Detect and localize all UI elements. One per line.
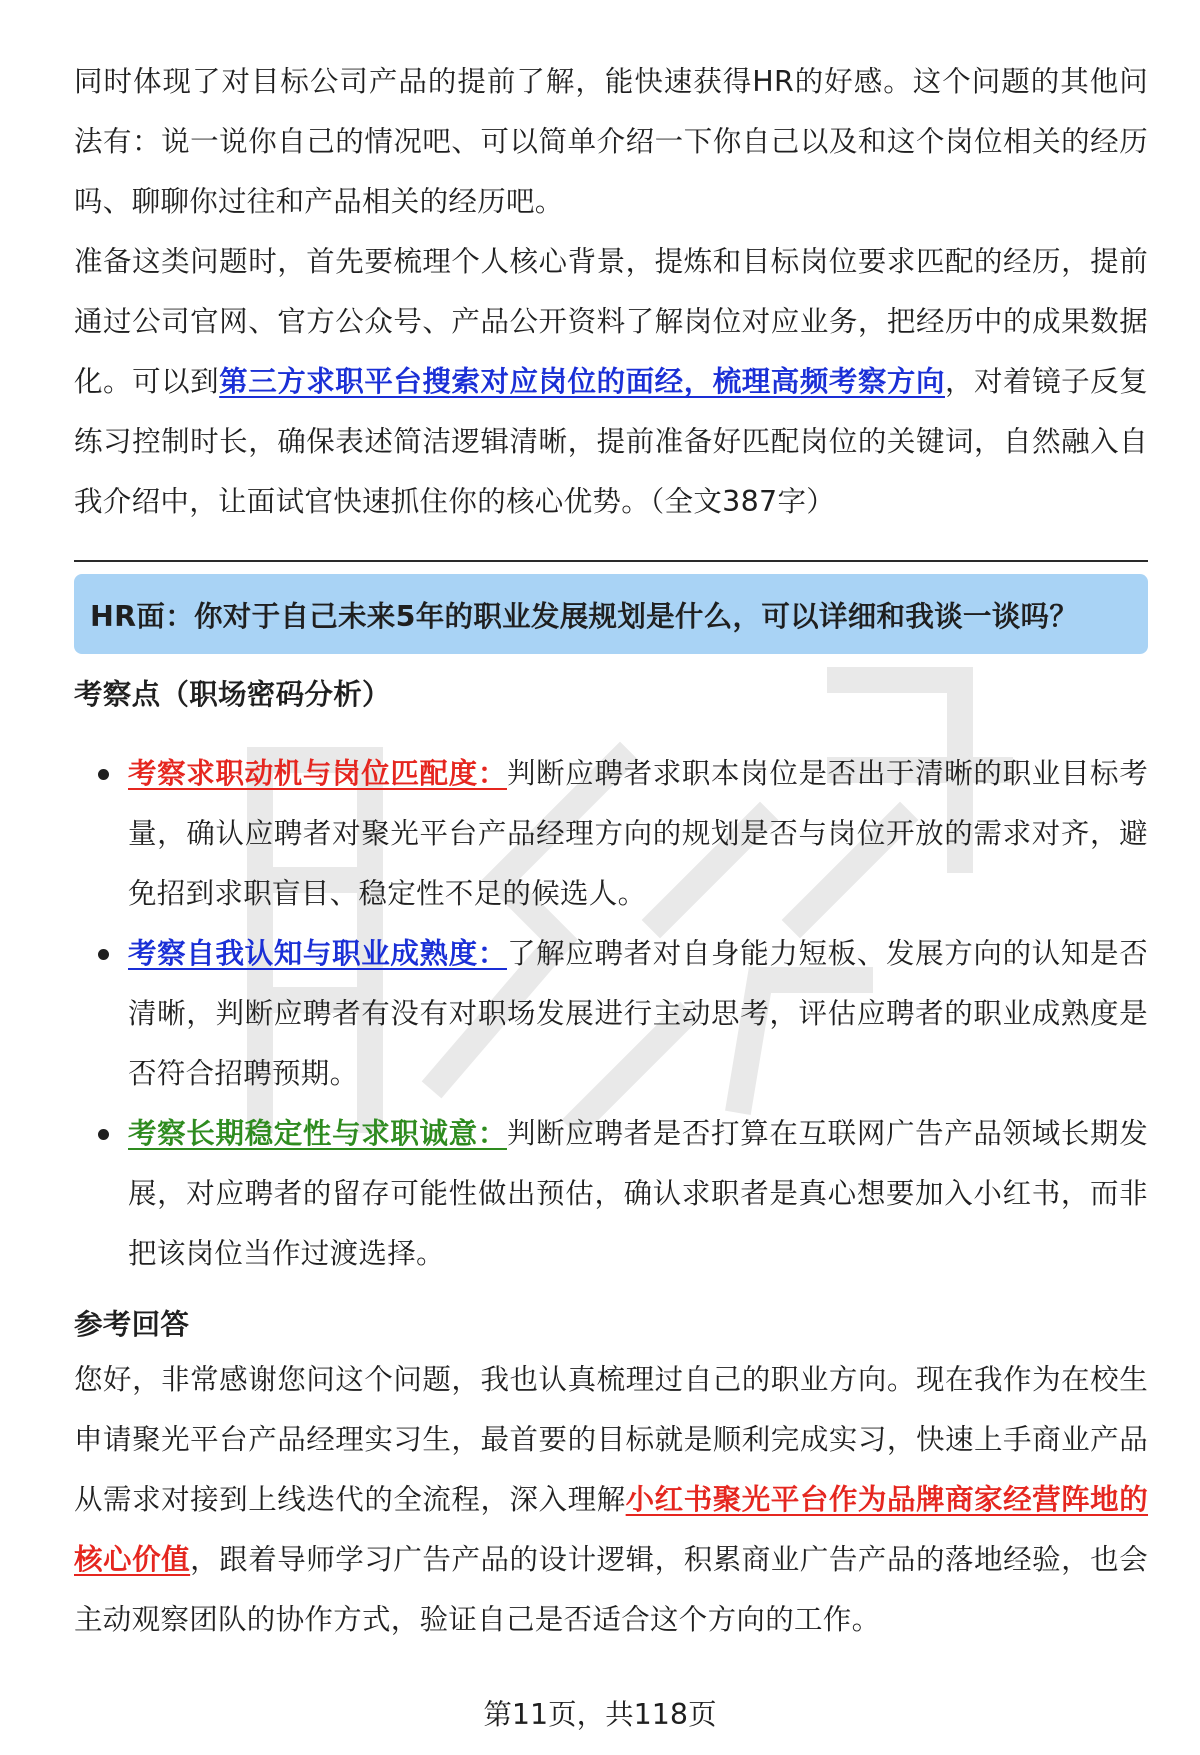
question-text: HR面：你对于自己未来5年的职业发展规划是什么，可以详细和我谈一谈吗？	[90, 599, 1079, 633]
answer-text-after: ，跟着导师学习广告产品的设计逻辑，积累商业广告产品的落地经验，也会主动观察团队的协作方式，验证自己是否适合这个方向的工作。	[74, 1543, 1149, 1636]
exam-points-heading: 考察点（职场密码分析）	[74, 678, 391, 711]
prep-text-before: 准备这类问题时，首先要梳理个人核心背景，提炼和目标岗位要求匹配的经历，提前通过公司官网、官方公众号、产品公开资料了解岗位对应业务，把经历中的成果数据化。可以到	[74, 245, 1148, 398]
point-text: 判断应聘者是否打算在互联网广告产品领域长期发展，对应聘者的留存可能性做出预估，确认求职者是真心想要加入小红书，而非把该岗位当作过渡选择。	[128, 1117, 1148, 1270]
list-item	[74, 744, 1148, 924]
section-divider	[74, 560, 1148, 562]
point-label: 考察求职动机与岗位匹配度：	[128, 757, 507, 790]
intro-paragraph: 同时体现了对目标公司产品的提前了解，能快速获得HR的好感。这个问题的其他问法有：说一说你自己的情况吧、可以简单介绍一下你自己以及和这个岗位相关的经历吗、聊聊你过往和产品相关的经历吧。	[74, 65, 1148, 218]
point-label: 考察长期稳定性与求职诚意：	[128, 1117, 507, 1150]
bullet-icon	[98, 949, 109, 960]
page-number: 第11页，共118页	[483, 1698, 717, 1731]
answer-paragraph	[74, 1350, 1148, 1650]
exam-points-list	[74, 744, 1148, 1284]
bullet-icon	[98, 769, 109, 780]
point-text: 判断应聘者求职本岗位是否出于清晰的职业目标考量，确认应聘者对聚光平台产品经理方向的规划是否与岗位开放的需求对齐，避免招到求职盲目、稳定性不足的候选人。	[128, 757, 1148, 910]
prep-highlight-link: 第三方求职平台搜索对应岗位的面经，梳理高频考察方向	[219, 365, 945, 398]
page-content	[74, 52, 1148, 1650]
question-banner	[74, 574, 1148, 654]
answer-highlight: 小红书聚光平台作为品牌商家经营阵地的核心价值	[74, 1483, 1149, 1576]
point-label: 考察自我认知与职业成熟度：	[128, 937, 507, 970]
list-item	[74, 1104, 1148, 1284]
prep-paragraph	[74, 232, 1148, 532]
answer-text-before: 您好，非常感谢您问这个问题，我也认真梳理过自己的职业方向。现在我作为在校生申请聚光平台产品经理实习生，最首要的目标就是顺利完成实习，快速上手商业产品从需求对接到上线迭代的全流程，深入理解	[74, 1363, 1148, 1516]
point-text: 了解应聘者对自身能力短板、发展方向的认知是否清晰，判断应聘者有没有对职场发展进行主动思考，评估应聘者的职业成熟度是否符合招聘预期。	[128, 937, 1148, 1090]
prep-text-after: ，对着镜子反复练习控制时长，确保表述简洁逻辑清晰，提前准备好匹配岗位的关键词，自然融入自我介绍中，让面试官快速抓住你的核心优势。（全文387字）	[74, 365, 1148, 518]
bullet-icon	[98, 1129, 109, 1140]
list-item	[74, 924, 1148, 1104]
reference-answer-heading: 参考回答	[74, 1308, 190, 1341]
